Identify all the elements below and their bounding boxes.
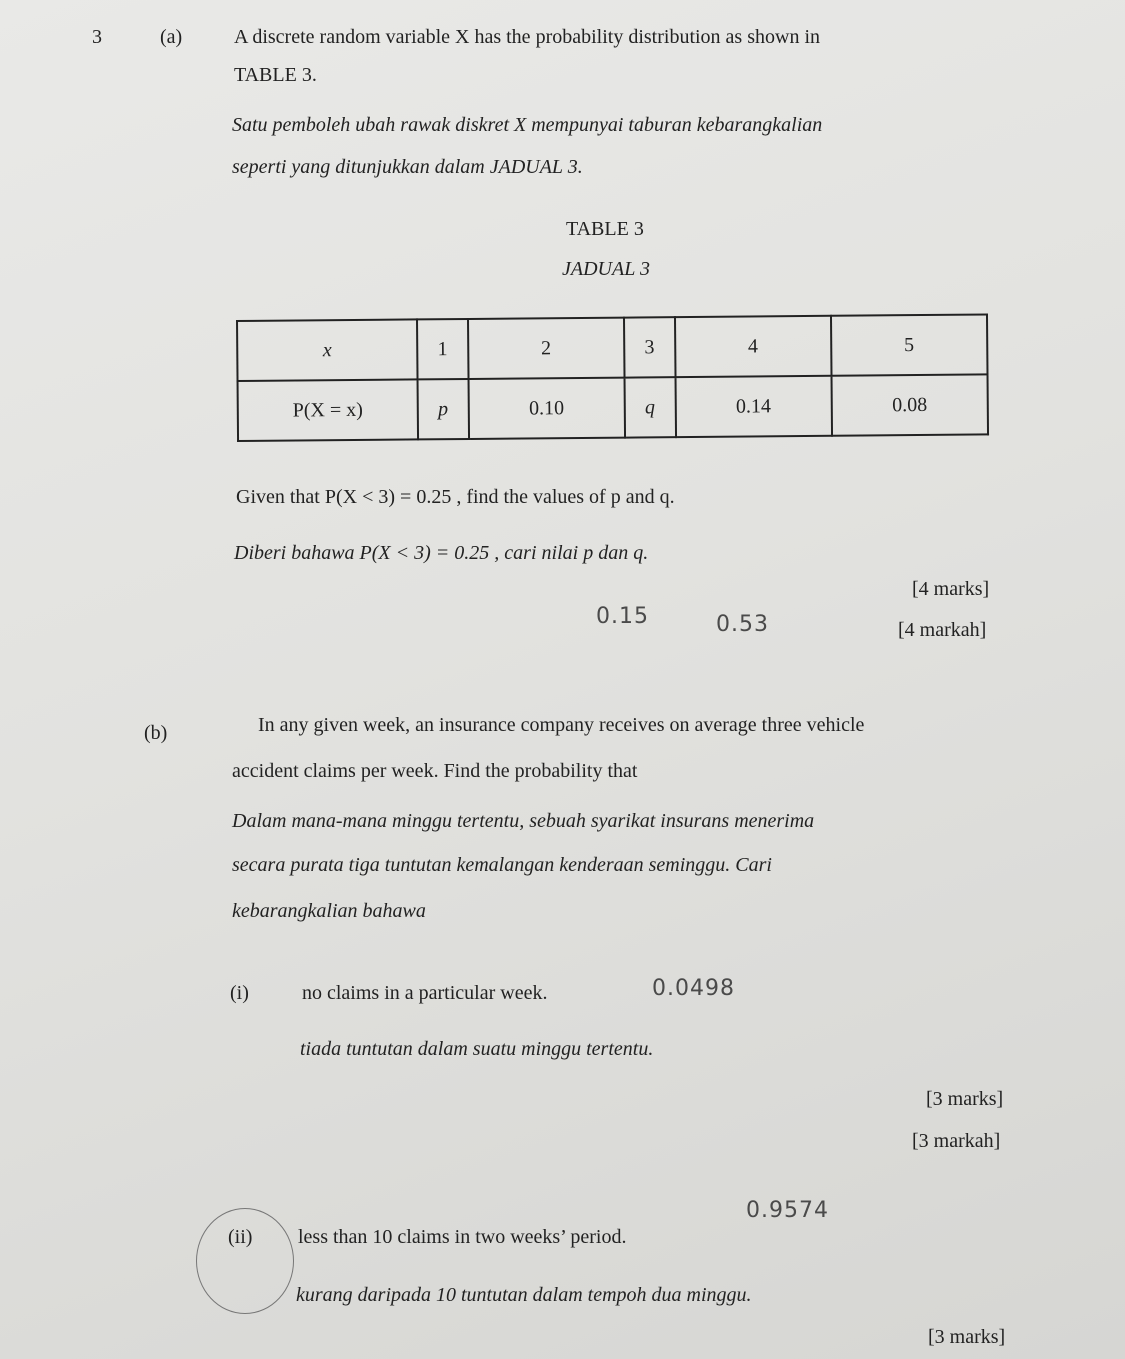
given-ms: Diberi bahawa P(X < 3) = 0.25 , cari nilai p dan q. bbox=[234, 542, 649, 564]
sub-i-marks-en: [3 marks] bbox=[926, 1088, 1004, 1110]
table-probability-row bbox=[238, 374, 988, 441]
part-a-en-line1: A discrete random variable X has the probability distribution as shown in bbox=[234, 26, 820, 48]
handwritten-answer-p: 0.15 bbox=[596, 604, 649, 629]
table-cell: 0.08 bbox=[831, 374, 988, 435]
part-b-en-line1: In any given week, an insurance company receives on average three vehicle bbox=[258, 714, 865, 736]
part-a-ms-line1: Satu pemboleh ubah rawak diskret X mempunyai taburan kebarangkalian bbox=[232, 114, 823, 136]
handwritten-answer-ii: 0.9574 bbox=[746, 1198, 829, 1223]
table-cell: q bbox=[624, 377, 675, 437]
part-a-en-line2: TABLE 3. bbox=[234, 64, 317, 86]
table-cell: 2 bbox=[468, 318, 625, 379]
part-b-ms-line3: kebarangkalian bahawa bbox=[232, 900, 426, 922]
given-en: Given that P(X < 3) = 0.25 , find the values of p and q. bbox=[236, 486, 675, 508]
probability-distribution-table bbox=[236, 313, 989, 442]
part-b-label: (b) bbox=[144, 722, 168, 744]
table-cell: P(X = x) bbox=[238, 379, 419, 441]
handwritten-answer-q: 0.53 bbox=[716, 612, 769, 637]
sub-i-label: (i) bbox=[230, 982, 249, 1004]
part-b-en-line2: accident claims per week. Find the probability that bbox=[232, 760, 638, 782]
table-cell: 0.10 bbox=[468, 378, 625, 439]
table-cell: 4 bbox=[675, 316, 832, 377]
table-cell: 1 bbox=[417, 319, 468, 379]
sub-ii-ms: kurang daripada 10 tuntutan dalam tempoh dua minggu. bbox=[296, 1284, 752, 1306]
circle-scribble bbox=[196, 1208, 294, 1314]
part-b-ms-line2: secara purata tiga tuntutan kemalangan kenderaan seminggu. Cari bbox=[232, 854, 772, 876]
sub-i-en: no claims in a particular week. bbox=[302, 982, 548, 1004]
part-a-ms-line2: seperti yang ditunjukkan dalam JADUAL 3. bbox=[232, 156, 583, 178]
sub-i-ms: tiada tuntutan dalam suatu minggu tertentu. bbox=[300, 1038, 654, 1060]
part-a-marks-en: [4 marks] bbox=[912, 578, 990, 600]
table-header-row bbox=[237, 314, 987, 381]
sub-ii-label: (ii) bbox=[228, 1226, 253, 1248]
table-title-ms: JADUAL 3 bbox=[562, 258, 650, 280]
handwritten-answer-i: 0.0498 bbox=[652, 976, 735, 1001]
sub-i-marks-ms: [3 markah] bbox=[912, 1130, 1001, 1152]
part-a-label: (a) bbox=[160, 26, 183, 48]
question-number: 3 bbox=[92, 26, 102, 48]
sub-ii-en: less than 10 claims in two weeks’ period. bbox=[298, 1226, 627, 1248]
table-title-en: TABLE 3 bbox=[566, 218, 644, 240]
table-cell: 0.14 bbox=[675, 376, 832, 437]
part-a-marks-ms: [4 markah] bbox=[898, 619, 987, 641]
part-b-ms-line1: Dalam mana-mana minggu tertentu, sebuah syarikat insurans menerima bbox=[232, 810, 815, 832]
table-cell: 5 bbox=[831, 314, 988, 375]
table-cell: 3 bbox=[624, 317, 675, 377]
table-cell: x bbox=[237, 319, 418, 381]
table-cell: p bbox=[418, 379, 469, 439]
sub-ii-marks-en: [3 marks] bbox=[928, 1326, 1006, 1348]
